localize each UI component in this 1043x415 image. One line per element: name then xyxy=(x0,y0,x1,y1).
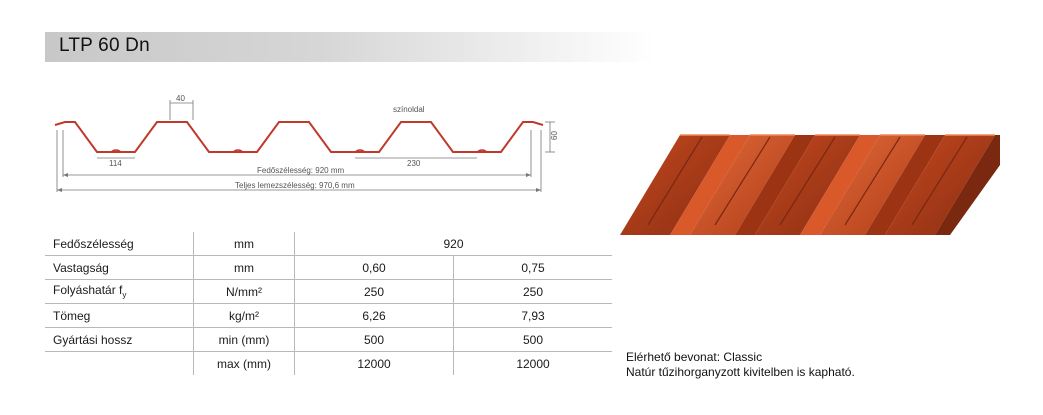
dim-114-label: 114 xyxy=(109,159,122,168)
coating-note xyxy=(626,350,855,380)
dim-230-label: 230 xyxy=(407,159,421,168)
row-value-2: 12000 xyxy=(516,356,550,371)
profile-line xyxy=(55,122,543,152)
row-value-2: 0,75 xyxy=(454,256,613,280)
table-row xyxy=(45,328,612,352)
row-label: Fedőszélesség xyxy=(45,232,194,256)
row-unit: kg/m² xyxy=(194,304,295,328)
table-row xyxy=(45,304,612,328)
row-value-1: 250 xyxy=(295,280,454,304)
row-label: Vastagság xyxy=(45,256,194,280)
row-unit: max (mm) xyxy=(194,352,295,376)
row-value-1: 6,26 xyxy=(295,304,454,328)
row-value-2: 7,93 xyxy=(454,304,613,328)
page-title: LTP 60 Dn xyxy=(59,35,150,56)
table-row xyxy=(45,256,612,280)
row-label: Gyártási hossz xyxy=(45,328,194,352)
row-label xyxy=(45,352,194,376)
table-row xyxy=(45,232,612,256)
cover-width-label: Fedőszélesség: 920 mm xyxy=(257,166,345,175)
sheet-3d-render xyxy=(620,125,1000,265)
row-value-1: 0,60 xyxy=(295,256,454,280)
row-unit: mm xyxy=(194,232,295,256)
total-width-label: Teljes lemezszélesség: 970,6 mm xyxy=(235,181,355,190)
table-row xyxy=(45,280,612,304)
row-unit: N/mm² xyxy=(194,280,295,304)
row-value-1: 500 xyxy=(295,328,454,352)
row-unit: min (mm) xyxy=(194,328,295,352)
spec-table xyxy=(45,232,612,375)
table-row xyxy=(45,352,612,376)
row-value-2: 500 xyxy=(454,328,613,352)
dim-60-label: 60 xyxy=(550,131,559,140)
title-bar xyxy=(45,32,655,62)
row-label-text: Folyáshatár f xyxy=(53,283,123,298)
row-value: 920 xyxy=(295,232,613,256)
sheet-ribs xyxy=(620,135,1000,235)
row-label xyxy=(45,280,194,304)
note-line-2: Natúr tűzihorganyzott kivitelben is kapható. xyxy=(626,365,855,379)
profile-cross-section-drawing xyxy=(45,95,565,205)
row-label-sub: y xyxy=(122,290,127,300)
dim-40-label: 40 xyxy=(176,95,185,103)
row-value-2: 250 xyxy=(454,280,613,304)
side-label: színoldal xyxy=(393,105,425,114)
row-value-1: 12000 xyxy=(295,352,454,376)
row-unit: mm xyxy=(194,256,295,280)
note-line-1: Elérhető bevonat: Classic xyxy=(626,350,763,364)
row-label: Tömeg xyxy=(45,304,194,328)
